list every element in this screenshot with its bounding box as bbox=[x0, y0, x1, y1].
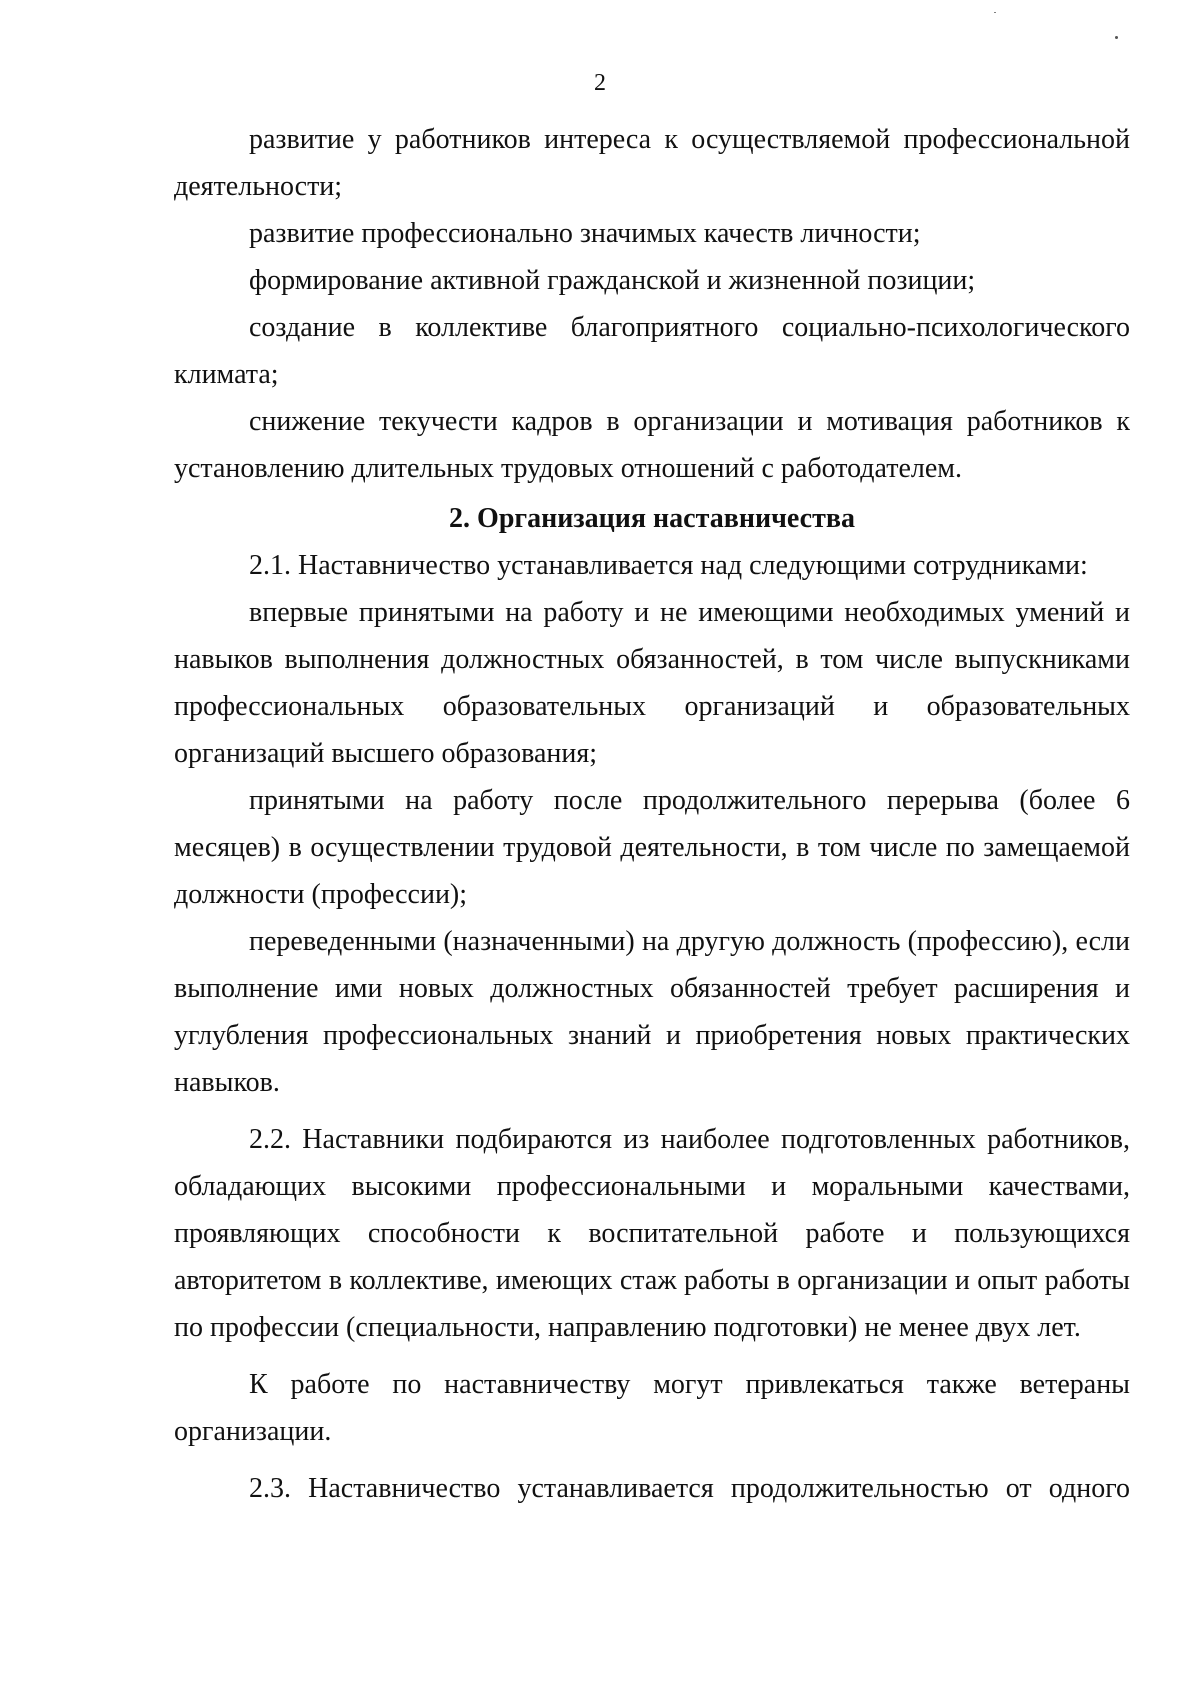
paragraph-2-2: 2.2. Наставники подбираются из наиболее подготовленных работников, обладающих высокими профессиональными и моральными качествами, проявляющих способности к воспитательной работе и пользующихся авторитетом в коллективе, имеющих стаж работы в организации и опыт работы по профессии (специальности, направлению подготовки) не менее двух лет. bbox=[174, 1124, 1130, 1343]
paragraph-goal-position: формирование активной гражданской и жизненной позиции; bbox=[249, 265, 976, 296]
paragraph-veterans: К работе по наставничеству могут привлекаться также ветераны организации. bbox=[174, 1369, 1130, 1447]
paragraph-2-3: 2.3. Наставничество устанавливается продолжительностью от одного bbox=[249, 1473, 1130, 1504]
paragraph-goal-qualities: развитие профессионально значимых качеств личности; bbox=[249, 218, 921, 249]
paragraph-2-1: 2.1. Наставничество устанавливается над следующими сотрудниками: bbox=[249, 550, 1088, 581]
paragraph-goal-turnover: снижение текучести кадров в организации и мотивация работников к установлению длительных трудовых отношений с работодателем. bbox=[174, 406, 1130, 484]
paragraph-transferred: переведенными (назначенными) на другую должность (профессию), если выполнение ими новых должностных обязанностей требует расширения и углубления профессиональных знаний и приобретения новых практических навыков. bbox=[174, 926, 1130, 1098]
document-body bbox=[174, 116, 1130, 1512]
paragraph-goal-interest: развитие у работников интереса к осуществляемой профессиональной деятельности; bbox=[174, 124, 1130, 202]
paragraph-goal-climate: создание в коллективе благоприятного социально-психологического климата; bbox=[174, 312, 1130, 390]
scan-speck bbox=[1115, 36, 1118, 39]
page-number: 2 bbox=[594, 70, 606, 96]
paragraph-after-break: принятыми на работу после продолжительного перерыва (более 6 месяцев) в осуществлении трудовой деятельности, в том числе по замещаемой должности (профессии); bbox=[174, 785, 1130, 910]
scan-speck bbox=[994, 12, 996, 13]
section-heading: 2. Организация наставничества bbox=[449, 503, 855, 534]
paragraph-newcomers: впервые принятыми на работу и не имеющими необходимых умений и навыков выполнения должностных обязанностей, в том числе выпускниками профессиональных образовательных организаций и образовательных организаций высшего образования; bbox=[174, 597, 1130, 769]
